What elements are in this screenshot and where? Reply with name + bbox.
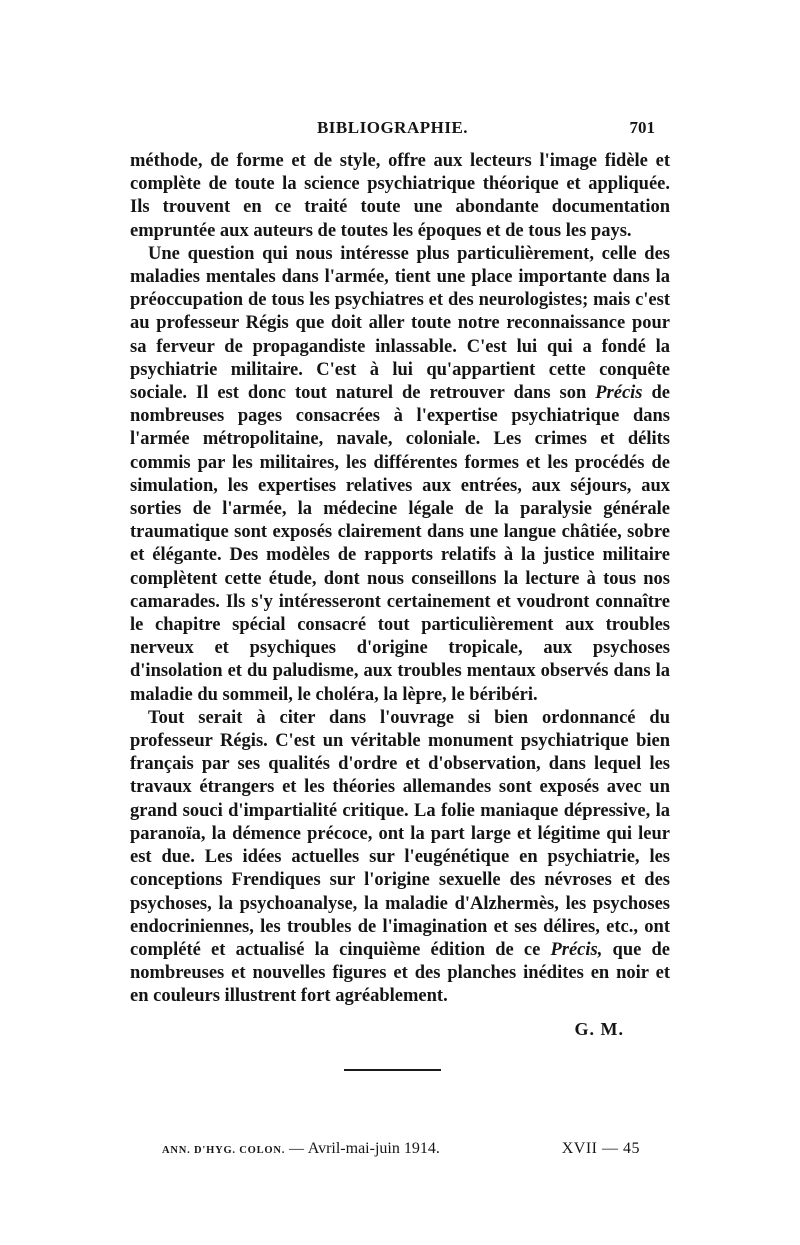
- footer-citation: [162, 1140, 440, 1158]
- footer-journal: ANN. D'HYG. COLON.: [162, 1145, 286, 1156]
- paragraph: [130, 150, 670, 243]
- italic-title: Précis,: [550, 939, 603, 960]
- italic-title: Précis: [595, 383, 643, 404]
- section-rule: [344, 1069, 441, 1071]
- paragraph-text: de nombreuses pages consacrées à l'expertise psychiatrique dans l'armée métropolitaine, navale, coloniale. Les crimes et délits commis par les militaires, les différentes formes et les procédés de simulation, les expertises relatives aux entrées, aux séjours, aux sorties de l'armée, la médecine légale de la paralysie générale traumatique sont exposés clairement dans une langue châtiée, sobre et élégante. Des modèles de rapports relatifs à la justice militaire complètent cette étude, dont nous conseillons la lecture à tous nos camarades. Ils s'y intéresseront certainement et voudront connaître le chapitre spécial consacré tout particulièrement aux troubles nerveux et psychiques d'origine tropicale, aux psychoses d'insolation et du paludisme, aux troubles mentaux observés dans la maladie du sommeil, le choléra, la lèpre, le béribéri.: [130, 383, 671, 705]
- paragraph: [130, 707, 670, 1009]
- footer-issue: Avril-mai-juin 1914.: [307, 1140, 440, 1157]
- paragraph-text: Tout serait à citer dans l'ouvrage si bien ordonnancé du professeur Régis. C'est un véritable monument psychiatrique bien français par ses qualités d'ordre et d'observation, dans lequel les travaux étrangers et les théories allemandes sont exposés avec un grand souci d'impartialité critique. La folie maniaque dépressive, la paranoïa, la démence précoce, ont la part large et légitime qui leur est due. Les idées actuelles sur l'eugénétique en psychiatrie, les conceptions Frendiques sur l'origine sexuelle des névroses et des psychoses, la psychoanalyse, la maladie d'Alzhermès, les psychoses endocriniennes, les troubles de l'imagination et ses délires, etc., ont complété et actualisé la cinquième édition de ce: [130, 707, 670, 960]
- body-text: [130, 150, 670, 1009]
- running-head: [130, 118, 655, 144]
- footer-separator: —: [285, 1141, 308, 1157]
- paragraph-text: Une question qui nous intéresse plus particulièrement, celle des maladies mentales dans l'armée, tient une place importante dans la préoccupation de tous les psychiatres et des neurologistes; mais c'est au professeur Régis que doit aller toute notre reconnaissance pour sa ferveur de propagandiste inlassable. C'est lui qui a fondé la psychiatrie militaire. C'est à lui qu'appartient cette conquête sociale. Il est donc tout naturel de retrouver dans son: [130, 243, 670, 404]
- signature: G. M.: [574, 1019, 624, 1039]
- paragraph: [130, 243, 670, 707]
- page-number: 701: [629, 118, 655, 137]
- running-title: BIBLIOGRAPHIE.: [316, 118, 469, 137]
- paragraph-text: méthode, de forme et de style, offre aux lecteurs l'image fidèle et complète de toute la science psychiatrique théorique et appliquée. Ils trouvent en ce traité toute une abondante documentation empruntée aux auteurs de toutes les époques et de tous les pays.: [130, 151, 670, 241]
- footer-volume: XVII — 45: [561, 1140, 640, 1157]
- paragraph-text: que de nombreuses et nouvelles figures et des planches inédites en noir et en couleurs illustrent fort agréablement.: [130, 939, 670, 1007]
- footer: [162, 1140, 640, 1162]
